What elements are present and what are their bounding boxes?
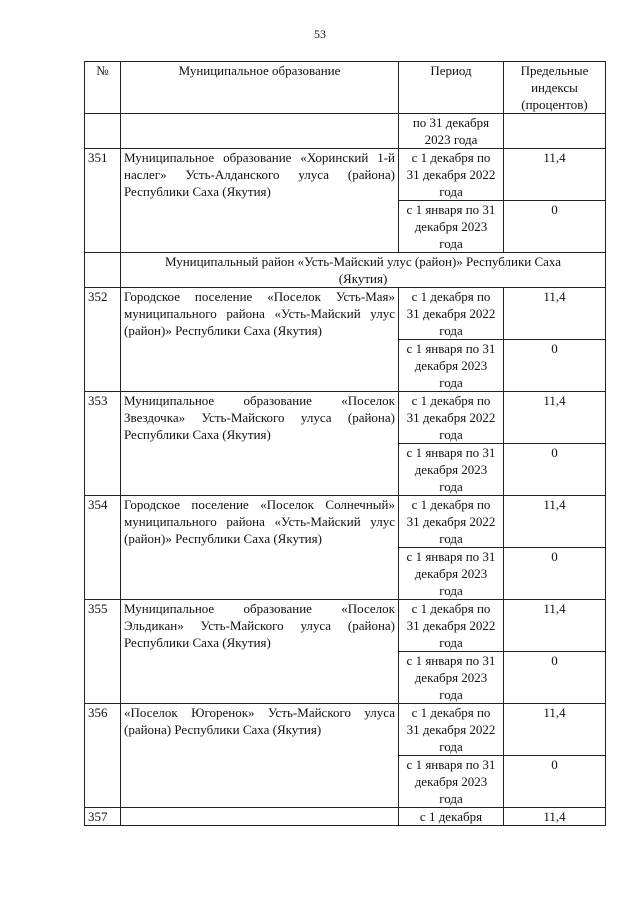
municipality-name: Городское поселение «Поселок Усть-Мая» муниципального района «Усть-Майский улус (район)» Республики Саха (Якутия) xyxy=(121,288,399,392)
index-value: 11,4 xyxy=(504,288,606,340)
table-row xyxy=(85,496,606,548)
table-row xyxy=(85,600,606,652)
period-cell: с 1 января по 31 декабря 2023 года xyxy=(399,201,504,253)
table-row xyxy=(85,704,606,756)
period-cell: с 1 декабря по 31 декабря 2022 года xyxy=(399,288,504,340)
index-value: 0 xyxy=(504,548,606,600)
table-row xyxy=(85,149,606,201)
index-value: 11,4 xyxy=(504,600,606,652)
index-value: 11,4 xyxy=(504,808,606,826)
row-number: 357 xyxy=(85,808,121,826)
municipality-name xyxy=(121,808,399,826)
table-cell xyxy=(85,253,121,288)
row-number: 352 xyxy=(85,288,121,392)
table-row xyxy=(85,288,606,340)
period-cell: с 1 декабря по 31 декабря 2022 года xyxy=(399,149,504,201)
period-cell: с 1 декабря по 31 декабря 2022 года xyxy=(399,392,504,444)
municipality-name: Муниципальное образование «Поселок Звездочка» Усть-Майского улуса (района) Республики Саха (Якутия) xyxy=(121,392,399,496)
index-value: 0 xyxy=(504,756,606,808)
index-value: 0 xyxy=(504,340,606,392)
period-cell: с 1 декабря по 31 декабря 2022 года xyxy=(399,600,504,652)
carry-over-row xyxy=(85,114,606,149)
table-cell xyxy=(121,114,399,149)
period-cell: с 1 января по 31 декабря 2023 года xyxy=(399,548,504,600)
header-number: № xyxy=(85,62,121,114)
header-period: Период xyxy=(399,62,504,114)
municipality-name: Муниципальное образование «Поселок Эльдикан» Усть-Майского улуса (района) Республики Саха (Якутия) xyxy=(121,600,399,704)
table-body xyxy=(85,114,606,826)
municipality-name: «Поселок Югоренок» Усть-Майского улуса (района) Республики Саха (Якутия) xyxy=(121,704,399,808)
row-number: 354 xyxy=(85,496,121,600)
period-cell: с 1 декабря по 31 декабря 2022 года xyxy=(399,704,504,756)
header-index: Предельные индексы (процентов) xyxy=(504,62,606,114)
municipality-name: Муниципальное образование «Хоринский 1-й наслег» Усть-Алданского улуса (района) Республики Саха (Якутия) xyxy=(121,149,399,253)
row-number: 356 xyxy=(85,704,121,808)
period-cell: с 1 января по 31 декабря 2023 года xyxy=(399,340,504,392)
row-number: 353 xyxy=(85,392,121,496)
index-value: 0 xyxy=(504,201,606,253)
period-cell: с 1 января по 31 декабря 2023 года xyxy=(399,444,504,496)
table-header-row xyxy=(85,62,606,114)
index-table xyxy=(84,61,606,826)
table-cell xyxy=(504,114,606,149)
period-cell: с 1 января по 31 декабря 2023 года xyxy=(399,652,504,704)
header-municipality: Муниципальное образование xyxy=(121,62,399,114)
table-row xyxy=(85,392,606,444)
municipality-name: Городское поселение «Поселок Солнечный» муниципального района «Усть-Майский улус (район)» Республики Саха (Якутия) xyxy=(121,496,399,600)
section-row xyxy=(85,253,606,288)
page-number: 53 xyxy=(314,27,326,41)
index-value: 11,4 xyxy=(504,392,606,444)
table-row xyxy=(85,808,606,826)
period-cell: с 1 декабря xyxy=(399,808,504,826)
index-value: 11,4 xyxy=(504,704,606,756)
period-cell: по 31 декабря 2023 года xyxy=(399,114,504,149)
index-value: 0 xyxy=(504,444,606,496)
period-cell: с 1 января по 31 декабря 2023 года xyxy=(399,756,504,808)
table-cell xyxy=(85,114,121,149)
row-number: 355 xyxy=(85,600,121,704)
index-value: 0 xyxy=(504,652,606,704)
index-value: 11,4 xyxy=(504,149,606,201)
section-title: Муниципальный район «Усть-Майский улус (район)» Республики Саха (Якутия) xyxy=(121,253,606,288)
row-number: 351 xyxy=(85,149,121,253)
index-value: 11,4 xyxy=(504,496,606,548)
period-cell: с 1 декабря по 31 декабря 2022 года xyxy=(399,496,504,548)
